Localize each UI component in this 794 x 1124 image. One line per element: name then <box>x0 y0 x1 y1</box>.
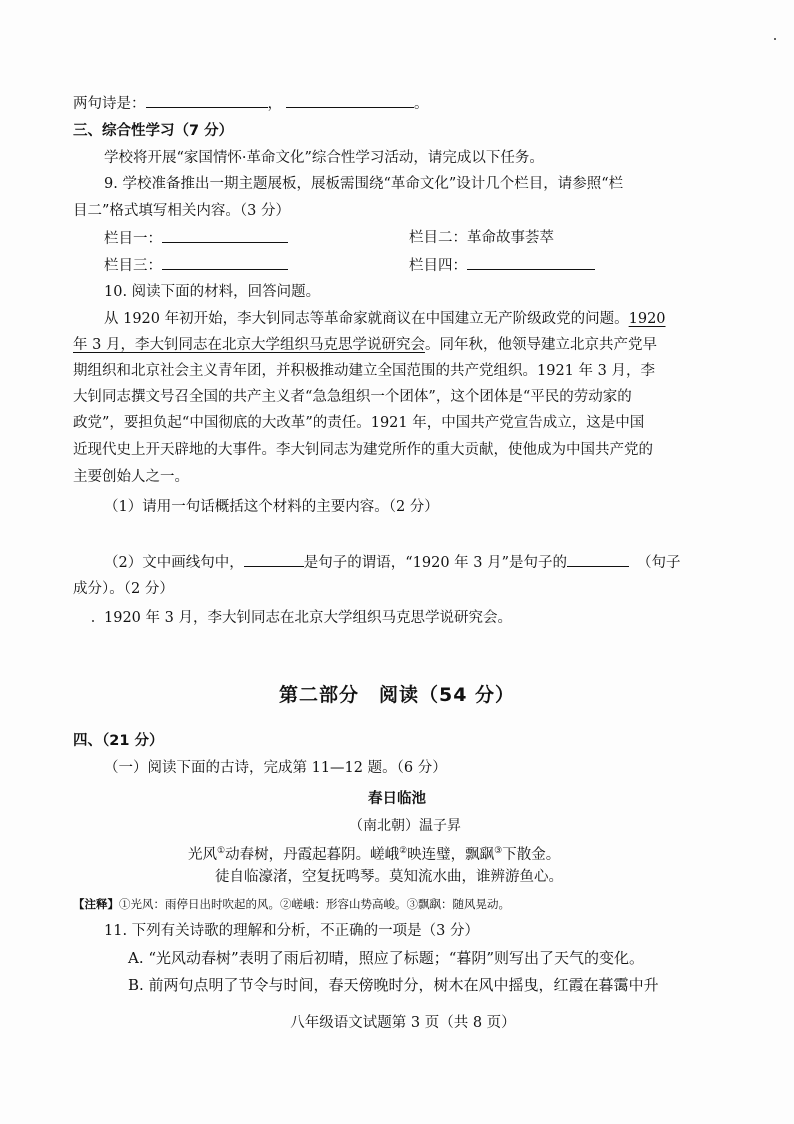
poem-line-2: 徒自临濠渚，空复抚鸣琴。莫知流水曲，谁辨游鱼心。 <box>215 869 563 885</box>
q9-text-line1: 9. 学校准备推出一期主题展板，展板需围绕“革命文化”设计几个栏目，请参照“栏 <box>104 176 624 192</box>
poem-author: （南北朝）温子昇 <box>349 818 461 834</box>
underlined-sentence-part1: 1920 <box>628 311 666 327</box>
predicate-blank[interactable] <box>244 552 304 567</box>
answer-blank-1[interactable] <box>146 93 268 108</box>
column-1-blank[interactable] <box>162 228 288 243</box>
subquestion-2: （2）文中画线句中， 是句子的谓语，“1920 年 3 月”是句子的 （句子 <box>104 552 681 573</box>
material-line-4: 大钊同志撰文号召全国的共产主义者“急急组织一个团体”，这个团体是“平民的劳动家的 <box>73 389 632 405</box>
option-a: A. “光风动春树”表明了雨后初晴，照应了标题；“暮阴”则写出了天气的变化。 <box>128 949 645 967</box>
subquestion-2-sentence: 1920 年 3 月，李大钊同志在北京大学组织马克思学说研究会。 <box>104 610 512 626</box>
column-2: 栏目二：革命故事荟萃 <box>409 230 554 246</box>
column-4-blank[interactable] <box>467 255 595 270</box>
poem-answer-line: 两句诗是： ， 。 <box>73 93 429 114</box>
section3-heading: 三、综合性学习（7 分） <box>73 123 234 139</box>
column-3: 栏目三： <box>104 255 288 276</box>
scan-speck <box>92 620 94 622</box>
poem-notes: 【注释】①光风：雨停日出时吹起的风。②嵯峨：形容山势高峻。③飘飖：随风晃动。 <box>73 897 510 911</box>
subquestion-2-line2: 成分）。（2 分） <box>73 581 174 597</box>
material-line-7: 主要创始人之一。 <box>73 469 189 485</box>
option-b: B. 前两句点明了节令与时间，春天傍晚时分，树木在风中摇曳，红霞在暮霭中升 <box>128 976 659 994</box>
material-line-5: 政党”，要担负起“中国彻底的大改革”的责任。1921 年，中国共产党宣告成立，这是中国 <box>73 415 645 431</box>
answer-blank-2[interactable] <box>286 93 414 108</box>
poem-title: 春日临池 <box>368 791 426 807</box>
column-3-blank[interactable] <box>162 255 288 270</box>
underlined-sentence-part2: 年 3 月，李大钊同志在北京大学组织马克思学说研究会 <box>73 337 425 353</box>
q9-text-line2: 目二”格式填写相关内容。（3 分） <box>73 203 290 219</box>
material-line-2: 年 3 月，李大钊同志在北京大学组织马克思学说研究会。同年秋，他领导建立北京共产党早 <box>73 337 657 353</box>
section3-intro: 学校将开展“家国情怀·革命文化”综合性学习活动，请完成以下任务。 <box>104 150 544 166</box>
column-4: 栏目四： <box>409 255 595 276</box>
material-line-3: 期组织和北京社会主义青年团，并积极推动建立全国范围的共产党组织。1921 年 3 月，李 <box>73 363 655 379</box>
column-1: 栏目一： <box>104 228 288 249</box>
q11-text: 11. 下列有关诗歌的理解和分析，不正确的一项是（3 分） <box>104 923 480 939</box>
part2-title: 第二部分 阅读（54 分） <box>278 684 516 706</box>
scan-speck <box>774 38 776 40</box>
page-footer: 八年级语文试题第 3 页（共 8 页） <box>290 1015 516 1031</box>
section4-heading: 四、（21 分） <box>73 733 164 749</box>
poem-line-1: 光风①动春树，丹霞起暮阴。嵯峨②映连璧，飘飖③下散金。 <box>188 846 561 863</box>
material-line-1: 从 1920 年初开始，李大钊同志等革命家就商议在中国建立无产阶级政党的问题。1920 <box>104 311 666 327</box>
component-blank[interactable] <box>567 552 629 567</box>
q10-text: 10. 阅读下面的材料，回答问题。 <box>104 284 321 300</box>
subquestion-1: （1）请用一句话概括这个材料的主要内容。（2 分） <box>104 499 439 515</box>
material-line-6: 近现代史上开天辟地的大事件。李大钊同志为建党所作的重大贡献，使他成为中国共产党的 <box>73 442 653 458</box>
section4-subheading: （一）阅读下面的古诗，完成第 11—12 题。（6 分） <box>104 760 447 776</box>
